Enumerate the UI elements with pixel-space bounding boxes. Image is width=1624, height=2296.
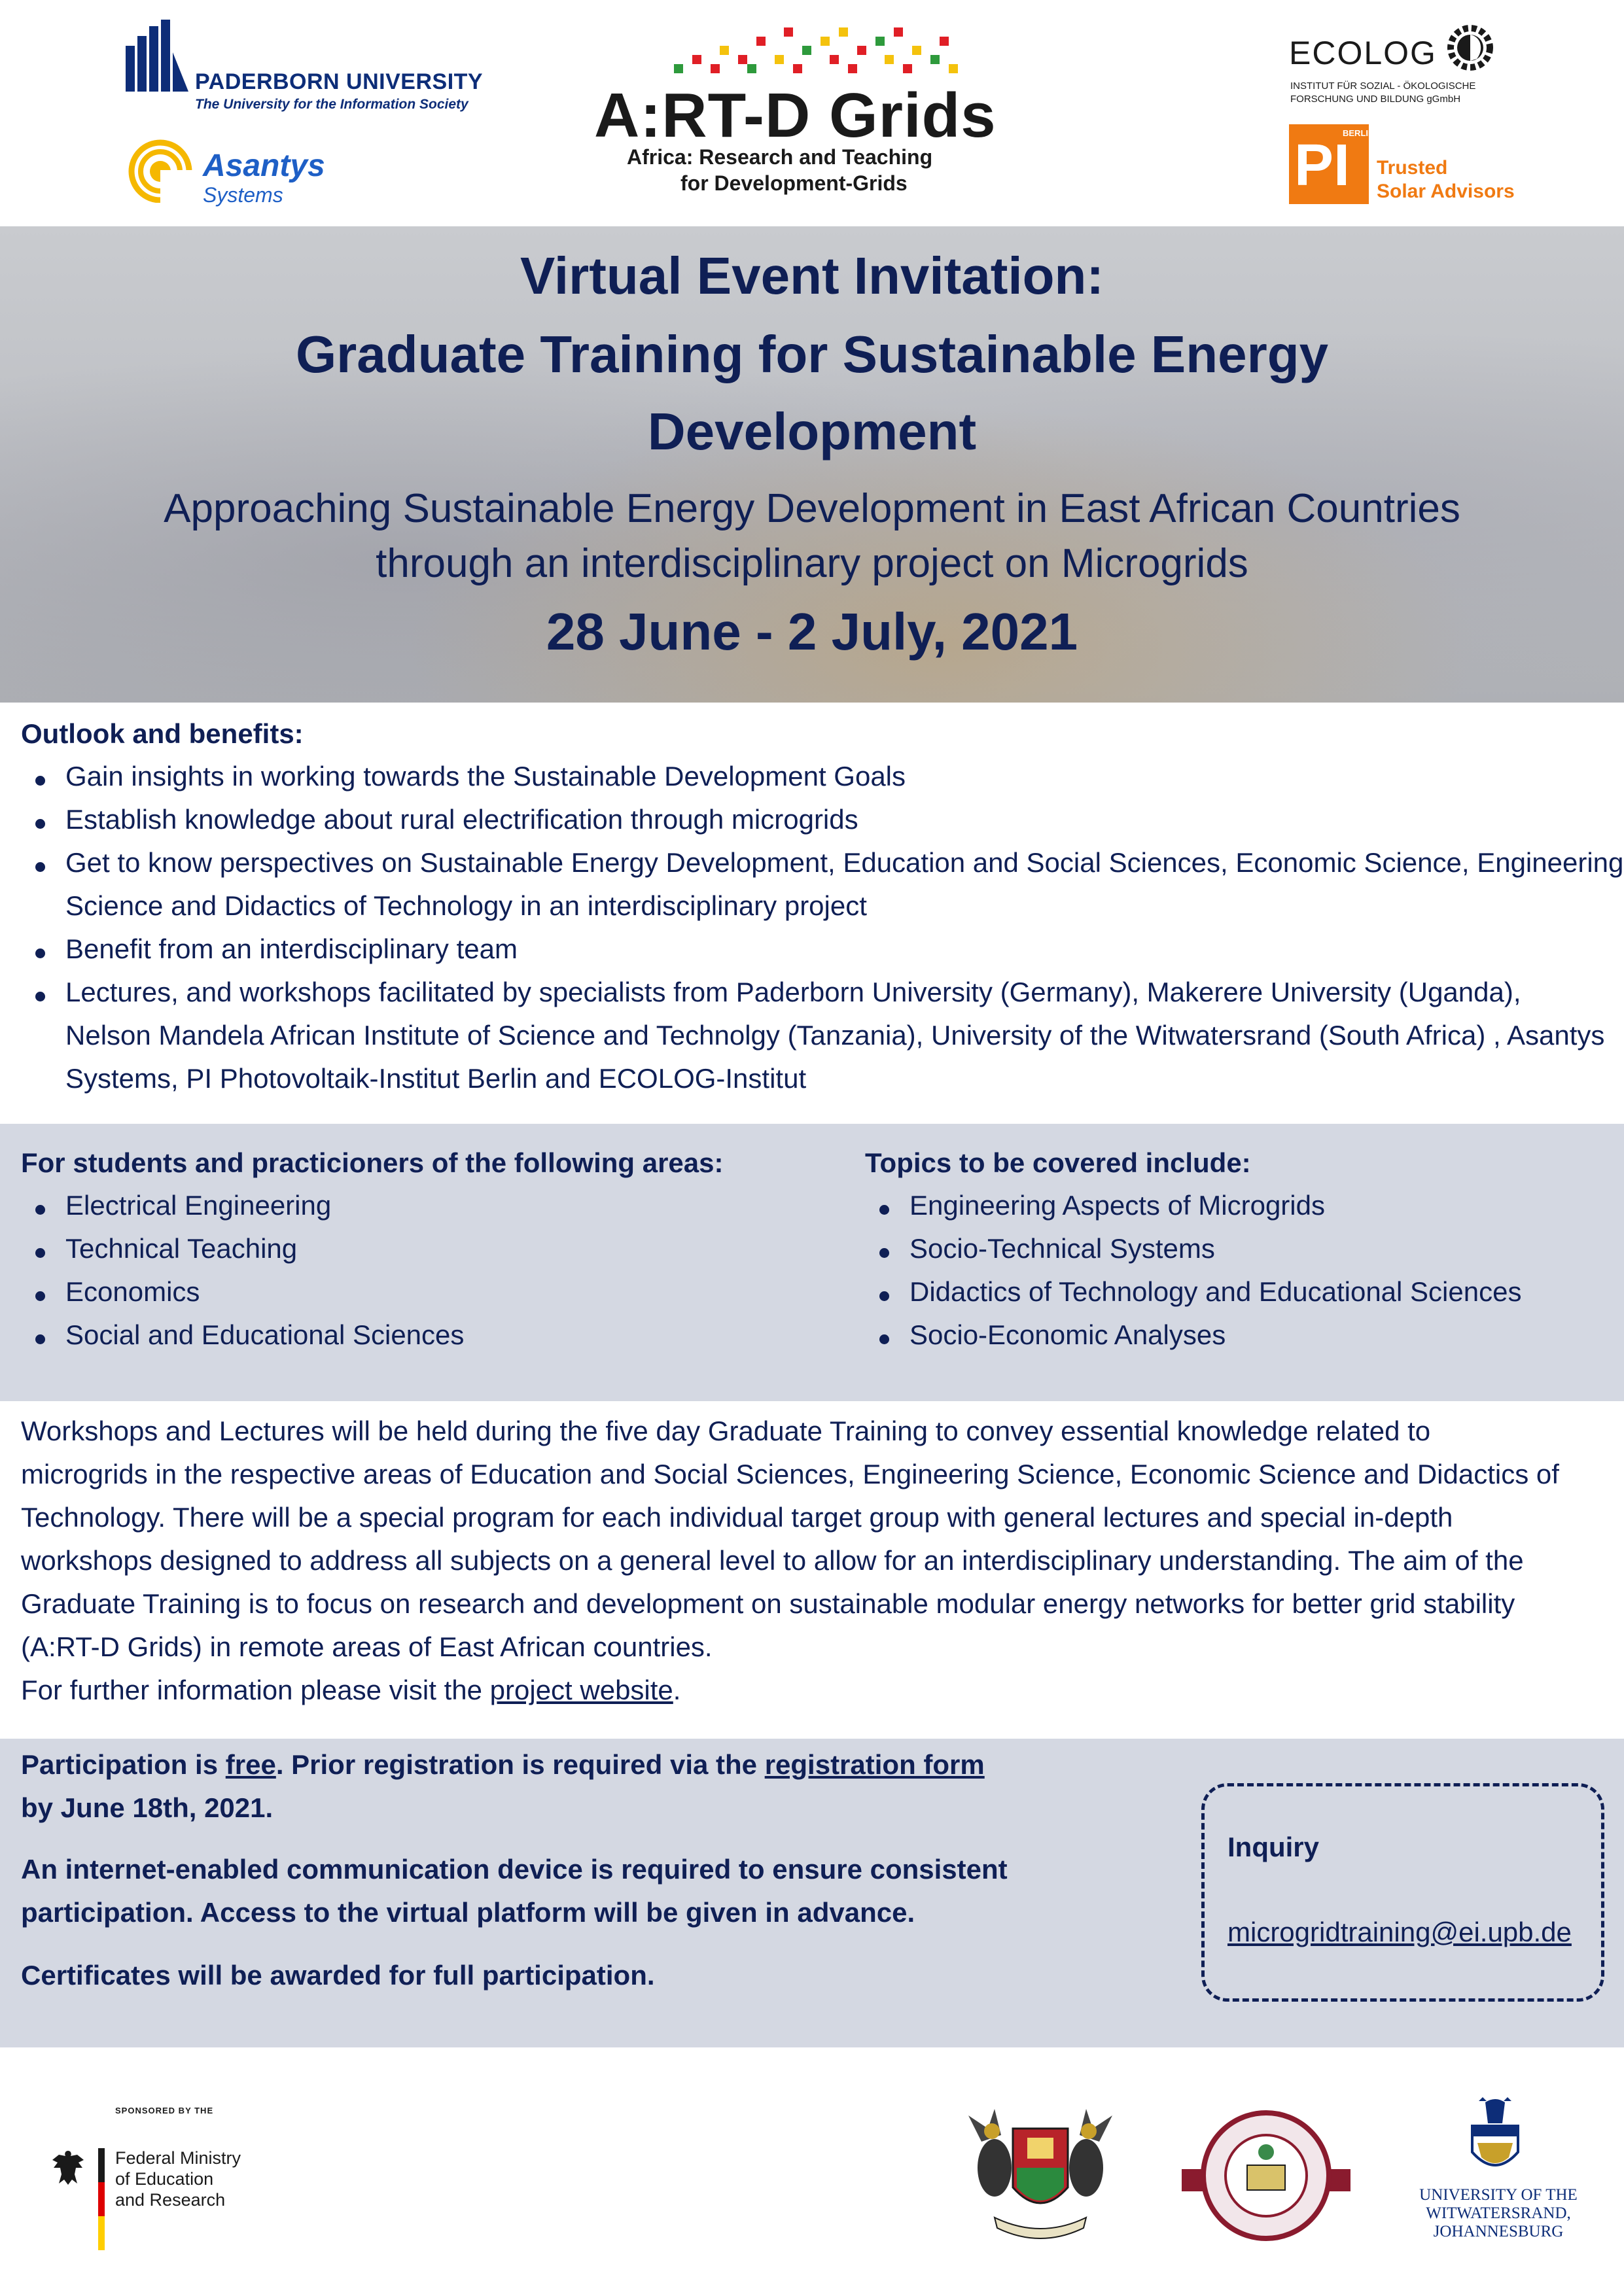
- event-subtitle-line1: Approaching Sustainable Energy Development in East African Countries: [164, 486, 1460, 531]
- project-website-link[interactable]: project website: [489, 1675, 673, 1705]
- certificate-note: Certificates will be awarded for full participation.: [21, 1960, 655, 1991]
- wits-crest-icon: [1446, 2097, 1544, 2178]
- free-link[interactable]: free: [225, 1749, 276, 1780]
- description-line: Technology. There will be a special program for each individual target group with general lectures and special in-depth: [21, 1502, 1453, 1533]
- inquiry-email-link[interactable]: microgridtraining@ei.upb.de: [1227, 1917, 1572, 1947]
- outlook-item-lectures: Lectures, and workshops facilitated by specialists from Paderborn University (Germany), Makerere University (Uganda),: [65, 977, 1521, 1007]
- description-line: Graduate Training is to focus on research and development on sustainable modular energy networks for better grid stability: [21, 1588, 1515, 1619]
- bullet-icon: [35, 1334, 45, 1344]
- bullet-icon: [35, 776, 45, 786]
- outlook-item-lectures-cont1: Nelson Mandela African Institute of Science and Technolgy (Tanzania), University of the Witwatersrand (South Africa) , Asantys: [65, 1020, 1605, 1051]
- german-flag-icon: [98, 2148, 105, 2250]
- registration-deadline: by June 18th, 2021.: [21, 1792, 274, 1823]
- further-info-line: [21, 1675, 680, 1706]
- wits-name-line1: UNIVERSITY OF THE: [1419, 2186, 1578, 2204]
- further-info-text: For further information please visit the: [21, 1675, 490, 1705]
- bullet-icon: [35, 992, 45, 1001]
- topic-item: Didactics of Technology and Educational Sciences: [909, 1276, 1522, 1307]
- federal-eagle-icon: [51, 2148, 85, 2186]
- bullet-icon: [35, 1248, 45, 1258]
- bullet-icon: [35, 1291, 45, 1301]
- artd-subtitle-line1: Africa: Research and Teaching: [627, 145, 933, 169]
- event-date: 28 June - 2 July, 2021: [546, 602, 1078, 661]
- inquiry-label: Inquiry: [1227, 1832, 1320, 1862]
- event-title-line2: Graduate Training for Sustainable Energy: [295, 325, 1329, 383]
- outlook-item-team: Benefit from an interdisciplinary team: [65, 933, 518, 964]
- event-title-line3: Development: [647, 402, 977, 461]
- bullet-icon: [35, 1205, 45, 1215]
- outlook-item-perspectives-cont: Science and Didactics of Technology in an interdisciplinary project: [65, 890, 867, 921]
- pi-tagline-line2: Solar Advisors: [1377, 181, 1515, 202]
- audience-heading: For students and practicioners of the following areas:: [21, 1147, 724, 1178]
- sponsored-by-label: SPONSORED BY THE: [115, 2106, 214, 2115]
- ecolog-subtitle-line2: FORSCHUNG UND BILDUNG gGmbH: [1290, 94, 1461, 105]
- outlook-item-perspectives: Get to know perspectives on Sustainable Energy Development, Education and Social Sciences, Economic Science, Engineering: [65, 847, 1624, 878]
- event-subtitle-line2: through an interdisciplinary project on Microgrids: [376, 541, 1248, 586]
- makerere-crest-icon: [962, 2102, 1119, 2242]
- inquiry-box: [1201, 1783, 1604, 2002]
- outlook-item-rural: Establish knowledge about rural electrification through microgrids: [65, 804, 858, 835]
- description-line: Workshops and Lectures will be held during the five day Graduate Training to convey essential knowledge related to: [21, 1416, 1431, 1446]
- event-title-line1: Virtual Event Invitation:: [520, 247, 1104, 305]
- registration-form-link[interactable]: registration form: [764, 1749, 985, 1780]
- device-requirement-line1: An internet-enabled communication device is required to ensure consistent: [21, 1854, 1008, 1885]
- wits-name-line3: JOHANNESBURG: [1433, 2223, 1564, 2240]
- topics-heading: Topics to be covered include:: [865, 1147, 1251, 1178]
- paderborn-logo-icon: [124, 20, 190, 92]
- outlook-item-lectures-cont2: Systems, PI Photovoltaik-Institut Berlin and ECOLOG-Institut: [65, 1063, 807, 1094]
- audience-item: Technical Teaching: [65, 1233, 298, 1264]
- bullet-icon: [35, 948, 45, 958]
- artd-subtitle-line2: for Development-Grids: [680, 171, 908, 195]
- description-line: (A:RT-D Grids) in remote areas of East African countries.: [21, 1631, 713, 1662]
- audience-item: Social and Educational Sciences: [65, 1319, 465, 1350]
- ministry-line1: Federal Ministry: [115, 2148, 241, 2168]
- bullet-icon: [35, 862, 45, 872]
- ministry-line3: and Research: [115, 2190, 226, 2210]
- ecolog-name: ECOLOG: [1289, 35, 1437, 71]
- bullet-icon: [35, 819, 45, 829]
- device-requirement-line2: participation. Access to the virtual platform will be given in advance.: [21, 1897, 915, 1928]
- topic-item: Socio-Technical Systems: [909, 1233, 1215, 1264]
- header-logos: [0, 0, 1624, 226]
- wits-name-line2: WITWATERSRAND,: [1426, 2204, 1571, 2222]
- topic-item: Engineering Aspects of Microgrids: [909, 1190, 1325, 1221]
- pi-badge: BERLIN: [1343, 128, 1375, 138]
- participation-text: Participation is: [21, 1749, 226, 1780]
- outlook-item-sdg: Gain insights in working towards the Sustainable Development Goals: [65, 761, 906, 791]
- asantys-name: Asantys: [203, 148, 325, 183]
- bullet-icon: [879, 1205, 889, 1215]
- ministry-line2: of Education: [115, 2169, 214, 2189]
- paderborn-tagline: The University for the Information Society: [195, 97, 468, 112]
- bullet-icon: [879, 1334, 889, 1344]
- further-info-period: .: [673, 1675, 681, 1705]
- paderborn-name: PADERBORN UNIVERSITY: [195, 69, 484, 94]
- outlook-heading: Outlook and benefits:: [21, 718, 304, 749]
- asantys-logo-icon: [124, 131, 196, 203]
- nelson-mandela-seal-icon: [1182, 2110, 1350, 2248]
- bullet-icon: [879, 1248, 889, 1258]
- participation-text: . Prior registration is required via the: [275, 1749, 765, 1780]
- asantys-sub: Systems: [203, 183, 283, 207]
- bullet-icon: [879, 1291, 889, 1301]
- pi-tagline-line1: Trusted: [1377, 157, 1448, 179]
- ecolog-subtitle-line1: INSTITUT FÜR SOZIAL - ÖKOLOGISCHE: [1290, 80, 1476, 92]
- ecolog-gear-icon: [1441, 18, 1500, 77]
- topic-item: Socio-Economic Analyses: [909, 1319, 1226, 1350]
- audience-item: Economics: [65, 1276, 200, 1307]
- description-line: microgrids in the respective areas of Education and Social Sciences, Engineering Science, Economic Science and Didactics of: [21, 1459, 1559, 1489]
- description-line: workshops designed to address all subjects on a general level to allow for an interdisciplinary understanding. The aim of the: [21, 1545, 1524, 1576]
- artd-title: A:RT-D Grids: [594, 80, 997, 150]
- participation-line1: [21, 1749, 985, 1781]
- artd-pixel-logo-icon: [674, 24, 962, 82]
- pi-letters: PI: [1294, 133, 1350, 198]
- hero-banner: [0, 226, 1624, 703]
- audience-item: Electrical Engineering: [65, 1190, 332, 1221]
